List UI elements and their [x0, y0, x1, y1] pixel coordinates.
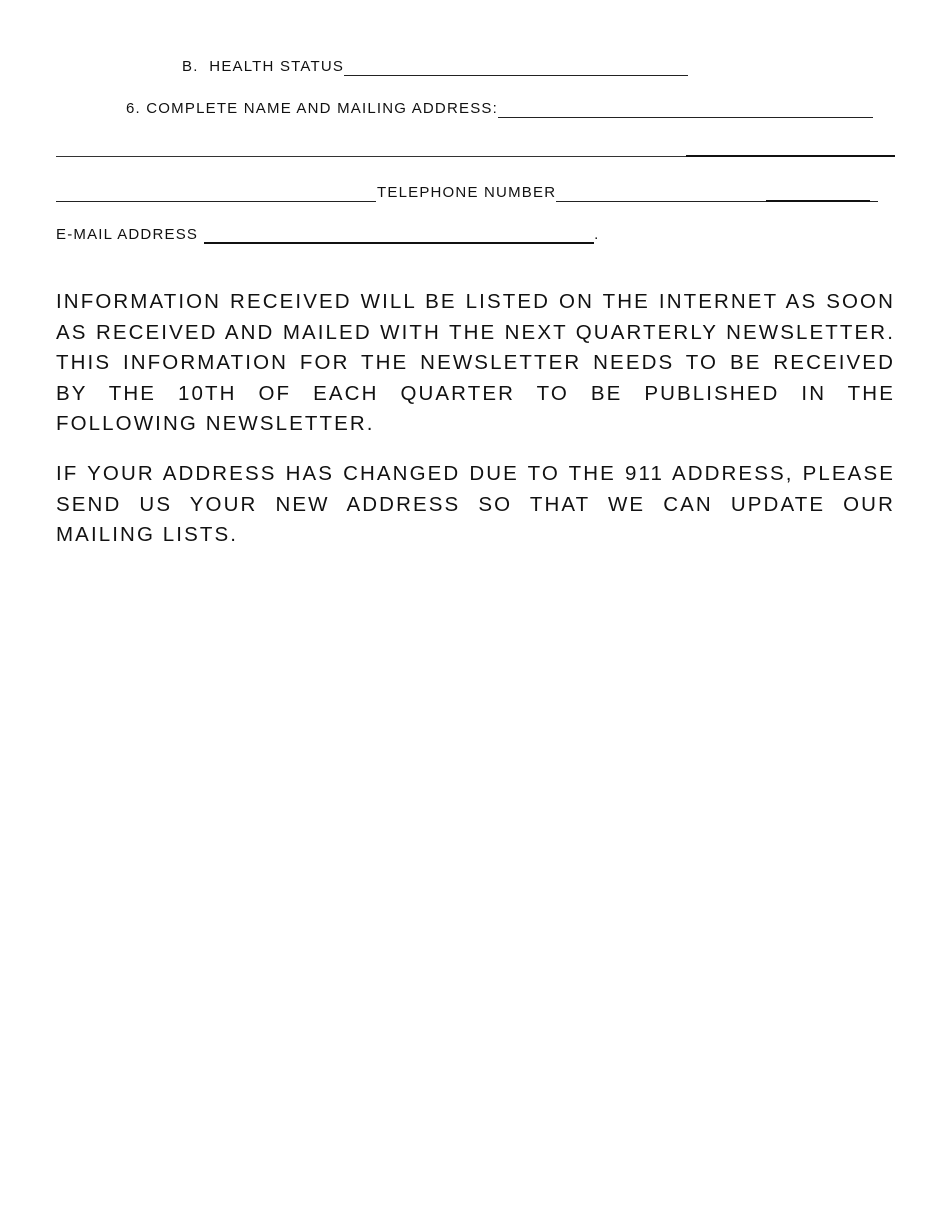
email-trailing-dot: . [594, 226, 600, 243]
name-address-row [126, 100, 873, 118]
name-address-field[interactable] [498, 102, 873, 118]
name-address-label: 6. COMPLETE NAME AND MAILING ADDRESS: [126, 100, 498, 117]
telephone-field-tail[interactable] [870, 186, 878, 202]
telephone-row [56, 184, 878, 202]
address-line-2-extension[interactable] [686, 155, 895, 157]
health-status-row [182, 58, 688, 76]
telephone-field-extension[interactable] [766, 185, 870, 202]
notice-newsletter: INFORMATION RECEIVED WILL BE LISTED ON THE INTERNET AS SOON AS RECEIVED AND MAILED WITH THE NEXT QUARTERLY NEWSLETTER. THIS INFORMATION FOR THE NEWSLETTER NEEDS TO BE RECEIVED BY THE 10TH OF EACH QUARTER TO BE PUBLISHED IN THE FOLLOWING NEWSLETTER. [56, 290, 895, 435]
health-status-field[interactable] [344, 60, 688, 76]
email-row [56, 226, 598, 244]
telephone-label: TELEPHONE NUMBER [377, 184, 557, 201]
health-status-label: B. HEALTH STATUS [182, 58, 345, 75]
email-field[interactable] [204, 227, 594, 244]
address-line-2[interactable] [56, 156, 688, 157]
address-line-3[interactable] [56, 186, 376, 202]
email-label: E-MAIL ADDRESS [56, 226, 199, 243]
notice-address-change: IF YOUR ADDRESS HAS CHANGED DUE TO THE 911 ADDRESS, PLEASE SEND US YOUR NEW ADDRESS SO THAT WE CAN UPDATE OUR MAILING LISTS. [56, 462, 895, 546]
telephone-field[interactable] [556, 186, 766, 202]
